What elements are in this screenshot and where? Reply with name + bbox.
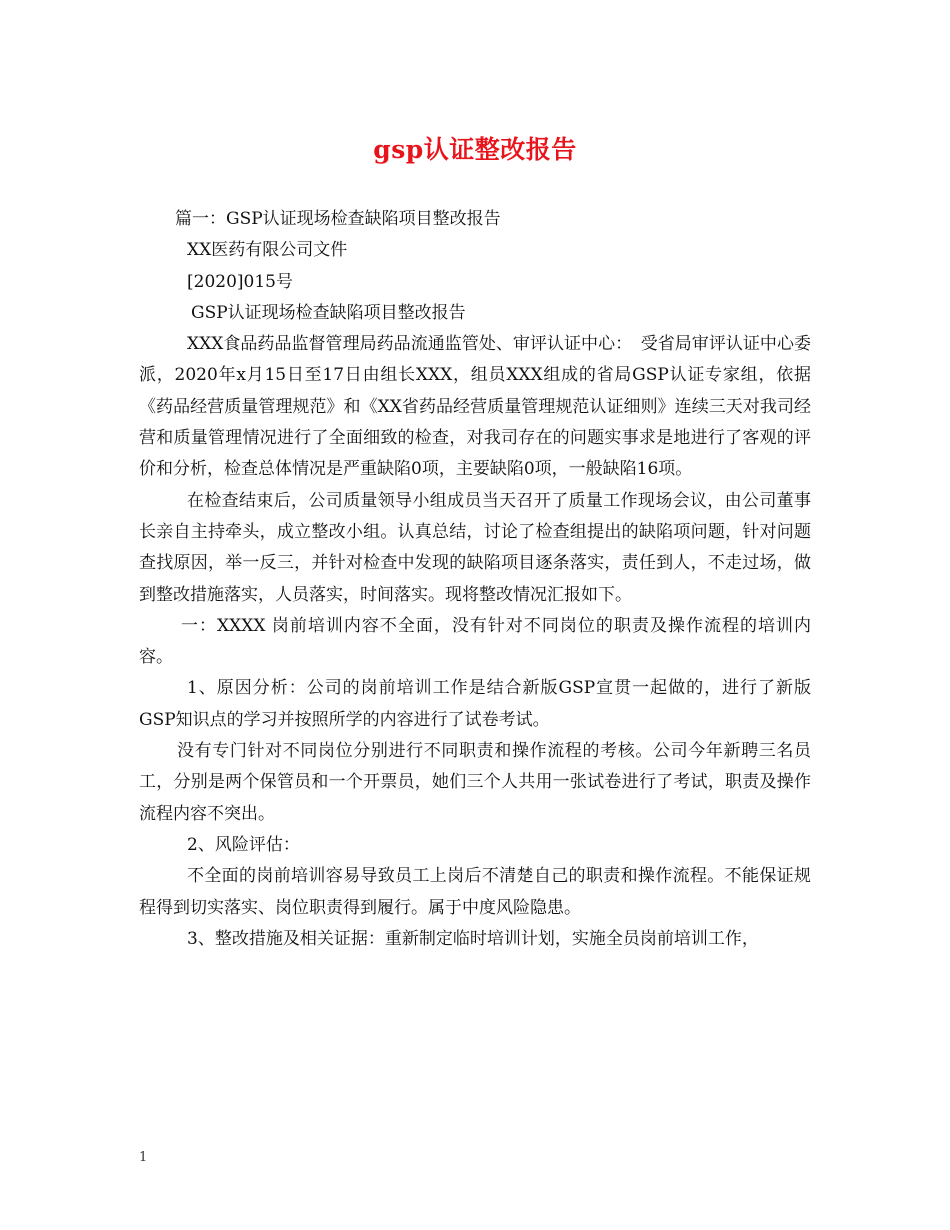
page-number: 1 — [139, 1150, 148, 1165]
paragraph-subtitle: GSP认证现场检查缺陷项目整改报告 — [191, 302, 466, 323]
paragraph-addressee: XXX食品药品监督管理局药品流通监管处、审评认证中心： 受省局审评认证中心委派，2020年x月15日至17日由组长XXX，组员XXX组成的省局GSP认证专家组，依据《药品经营质量管理规范》和《XX省药品经营质量管理规范认证细则》连续三天对我司经营和质量管理情况进行了全面细致的检查，对我司存在的问题实事求是地进行了客观的评价和分析，检查总体情况是严重缺陷0项，主要缺陷0项，一般缺陷16项。 — [139, 334, 811, 480]
paragraph-cause-analysis: 1、原因分析：公司的岗前培训工作是结合新版GSP宣贯一起做的，进行了新版GSP知识点的学习并按照所学的内容进行了试卷考试。 — [139, 678, 811, 730]
paragraph-risk-heading: 2、风险评估： — [187, 834, 300, 855]
paragraph-item-one: 一：XXXX 岗前培训内容不全面，没有针对不同岗位的职责及操作流程的培训内容。 — [139, 615, 811, 668]
document-title: gsp认证整改报告 — [373, 135, 577, 164]
paragraph-summary: 在检查结束后，公司质量领导小组成员当天召开了质量工作现场会议，由公司董事长亲自主持牵头，成立整改小组。认真总结，讨论了检查组提出的缺陷项问题，针对问题查找原因，举一反三，并针对检查中发现的缺陷项目逐条落实，责任到人，不走过场，做到整改措施落实，人员落实，时间落实。现将整改情况汇报如下。 — [139, 490, 811, 605]
paragraph-cause-detail: 没有专门针对不同岗位分别进行不同职责和操作流程的考核。公司今年新聘三名员工，分别是两个保管员和一个开票员，她们三个人共用一张试卷进行了考试，职责及操作流程内容不突出。 — [139, 741, 811, 824]
paragraph-measures: 3、整改措施及相关证据：重新制定临时培训计划，实施全员岗前培训工作， — [187, 928, 759, 949]
paragraph-heading: 篇一：GSP认证现场检查缺陷项目整改报告 — [175, 209, 501, 229]
paragraph-risk-detail: 不全面的岗前培训容易导致员工上岗后不清楚自己的职责和操作流程。不能保证规程得到切实落实、岗位职责得到履行。属于中度风险隐患。 — [139, 866, 811, 918]
document-body — [139, 204, 811, 955]
paragraph-company: XX医药有限公司文件 — [187, 240, 348, 261]
paragraph-doc-number: [2020]015号 — [187, 271, 293, 292]
